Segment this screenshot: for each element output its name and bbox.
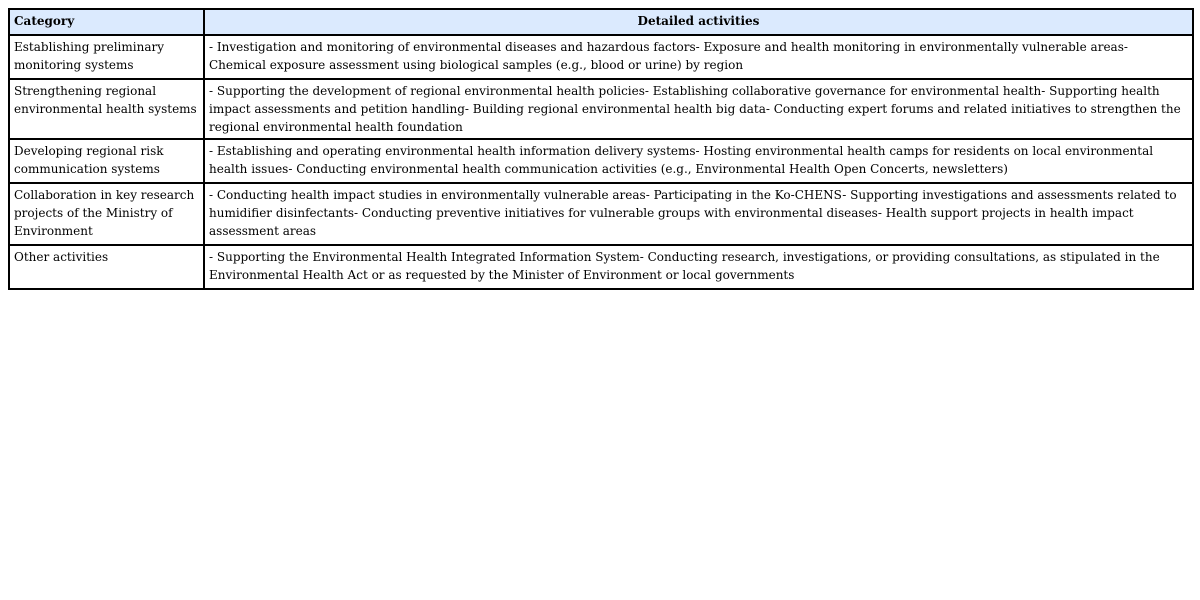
- activities-table-container: [8, 8, 1192, 290]
- category-cell: Developing regional risk communication systems: [9, 139, 204, 183]
- table-row: [9, 79, 1193, 139]
- activities-cell: - Investigation and monitoring of environmental diseases and hazardous factors- Exposure and health monitoring in environmentally vulnerable areas- Chemical exposure assessment using biological samples (e.g., blood or urine) by region: [204, 35, 1193, 79]
- activities-cell: - Conducting health impact studies in environmentally vulnerable areas- Participating in the Ko-CHENS- Supporting investigations and assessments related to humidifier disinfectants- Conducting preventive initiatives for vulnerable groups with environmental diseases- Health support projects in health impact assessment areas: [204, 183, 1193, 245]
- table-row: [9, 35, 1193, 79]
- table-row: [9, 245, 1193, 289]
- category-cell: Establishing preliminary monitoring systems: [9, 35, 204, 79]
- table-header-row: [9, 9, 1193, 35]
- activities-cell: - Establishing and operating environmental health information delivery systems- Hosting environmental health camps for residents on local environmental health issues- Conducting environmental health communication activities (e.g., Environmental Health Open Concerts, newsletters): [204, 139, 1193, 183]
- category-cell: Collaboration in key research projects of the Ministry of Environment: [9, 183, 204, 245]
- category-cell: Other activities: [9, 245, 204, 289]
- activities-table: [8, 8, 1194, 290]
- activities-cell: - Supporting the development of regional environmental health policies- Establishing collaborative governance for environmental health- Supporting health impact assessments and petition handling- Building regional environmental health big data- Conducting expert forums and related initiatives to strengthen the regional environmental health foundation: [204, 79, 1193, 139]
- activities-cell: - Supporting the Environmental Health Integrated Information System- Conducting research, investigations, or providing consultations, as stipulated in the Environmental Health Act or as requested by the Minister of Environment or local governments: [204, 245, 1193, 289]
- table-row: [9, 183, 1193, 245]
- column-header-category: Category: [9, 9, 204, 35]
- column-header-detailed-activities: Detailed activities: [204, 9, 1193, 35]
- category-cell: Strengthening regional environmental health systems: [9, 79, 204, 139]
- table-row: [9, 139, 1193, 183]
